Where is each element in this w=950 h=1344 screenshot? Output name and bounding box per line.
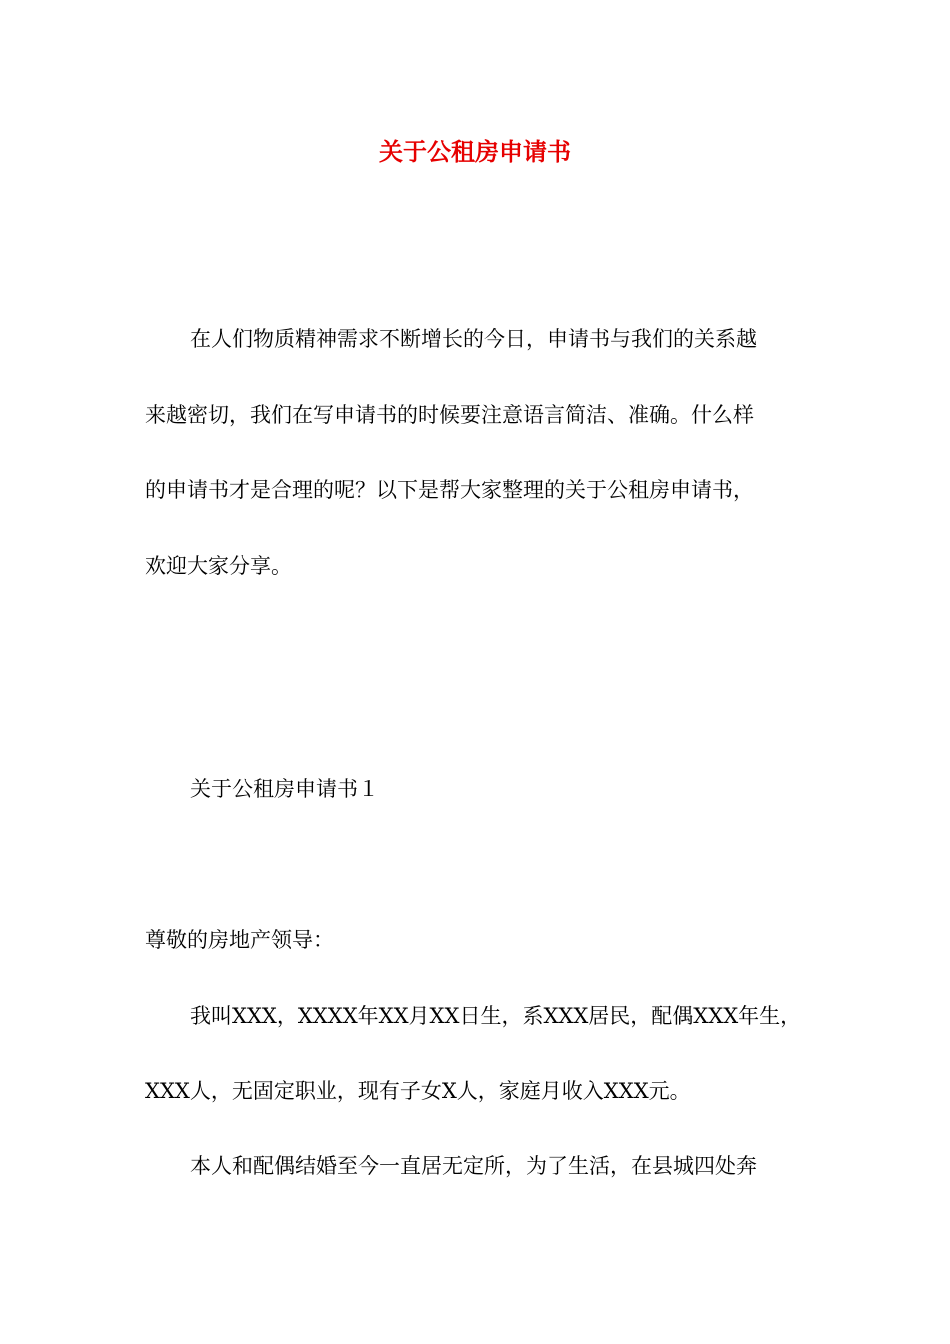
section-heading: 关于公租房申请书１ [190,777,379,801]
salutation: 尊敬的房地产领导： [145,928,334,952]
intro-line-1: 在人们物质精神需求不断增长的今日，申请书与我们的关系越 [190,327,757,351]
intro-line-2: 来越密切，我们在写申请书的时候要注意语言简洁、准确。什么样 [145,403,754,427]
intro-line-3: 的申请书才是合理的呢？以下是帮大家整理的关于公租房申请书， [145,478,754,502]
paragraph2-line-1: 本人和配偶结婚至今一直居无定所，为了生活，在县城四处奔 [190,1154,757,1178]
document-title: 关于公租房申请书 [379,137,571,166]
intro-line-4: 欢迎大家分享。 [145,554,292,578]
paragraph1-line-1: 我叫XXX，XXXX年XX月XX日生，系XXX居民，配偶XXX年生， [190,1004,802,1028]
paragraph1-line-2: XXX人，无固定职业，现有子女X人，家庭月收入XXX元。 [145,1079,691,1103]
